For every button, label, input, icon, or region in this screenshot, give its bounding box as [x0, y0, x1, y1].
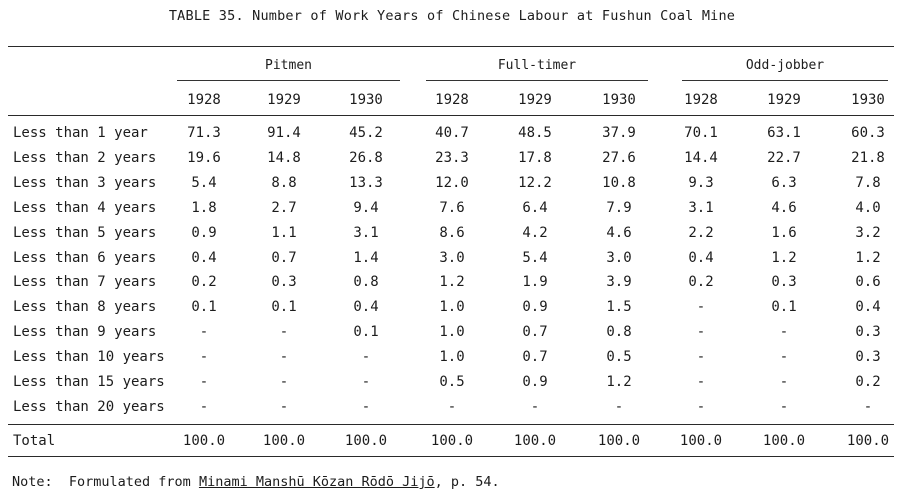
table-cell: - — [199, 374, 209, 390]
table-cell: 0.5 — [439, 374, 465, 390]
table-cell: 91.4 — [267, 125, 301, 141]
table-cell: 0.3 — [855, 349, 881, 365]
table-cell: - — [779, 349, 789, 365]
group-header: Odd-jobber — [745, 58, 825, 73]
table-cell: 13.3 — [349, 175, 383, 191]
table-cell: 1.0 — [439, 349, 465, 365]
table-cell: 60.3 — [851, 125, 885, 141]
table-cell: - — [696, 324, 706, 340]
table-cell: - — [779, 324, 789, 340]
table-cell: 70.1 — [684, 125, 718, 141]
note-source: Minami Manshū Kōzan Rōdō Jijō — [198, 474, 435, 490]
table-cell: 5.4 — [191, 175, 217, 191]
table-cell: - — [863, 399, 873, 415]
row-label: Less than 8 years — [13, 299, 157, 315]
bottom-rule — [8, 456, 894, 457]
table-cell: 6.3 — [771, 175, 797, 191]
total-label: Total — [13, 433, 56, 449]
total-cell: 100.0 — [679, 433, 723, 449]
table-cell: - — [279, 399, 289, 415]
year-header: 1929 — [518, 92, 552, 108]
row-label: Less than 1 year — [13, 125, 148, 141]
row-label: Less than 15 years — [13, 374, 165, 390]
table-cell: 27.6 — [602, 150, 636, 166]
table-cell: - — [279, 324, 289, 340]
table-cell: 22.7 — [767, 150, 801, 166]
year-header: 1929 — [267, 92, 301, 108]
group-header: Pitmen — [265, 58, 312, 73]
row-label: Less than 9 years — [13, 324, 157, 340]
table-cell: 0.1 — [271, 299, 297, 315]
table-cell: 0.2 — [855, 374, 881, 390]
table-cell: 1.2 — [439, 274, 465, 290]
year-header: 1928 — [187, 92, 221, 108]
table-cell: 0.4 — [191, 250, 217, 266]
table-cell: 5.4 — [522, 250, 548, 266]
table-cell: 21.8 — [851, 150, 885, 166]
table-cell: 0.7 — [522, 324, 548, 340]
row-label: Less than 3 years — [13, 175, 157, 191]
table-cell: 14.8 — [267, 150, 301, 166]
table-cell: 1.0 — [439, 324, 465, 340]
table-cell: 14.4 — [684, 150, 718, 166]
table-cell: 0.9 — [522, 299, 548, 315]
note-prefix: Note: Formulated from — [12, 474, 199, 490]
table-cell: 9.3 — [688, 175, 714, 191]
table-cell: 1.2 — [606, 374, 632, 390]
header-rule — [8, 115, 894, 116]
table-cell: 45.2 — [349, 125, 383, 141]
total-cell: 100.0 — [262, 433, 306, 449]
table-cell: 0.3 — [271, 274, 297, 290]
total-cell: 100.0 — [513, 433, 557, 449]
group-underline — [177, 80, 400, 81]
table-cell: 0.6 — [855, 274, 881, 290]
table-cell: - — [199, 349, 209, 365]
table-cell: 4.6 — [771, 200, 797, 216]
table-cell: 3.0 — [606, 250, 632, 266]
table-cell: 4.6 — [606, 225, 632, 241]
table-cell: - — [361, 374, 371, 390]
table-cell: - — [447, 399, 457, 415]
row-label: Less than 10 years — [13, 349, 165, 365]
row-label: Less than 5 years — [13, 225, 157, 241]
table-cell: 48.5 — [518, 125, 552, 141]
table-cell: 40.7 — [435, 125, 469, 141]
year-header: 1928 — [684, 92, 718, 108]
table-cell: 0.1 — [771, 299, 797, 315]
table-cell: 4.0 — [855, 200, 881, 216]
table-cell: 2.7 — [271, 200, 297, 216]
table-cell: 12.0 — [435, 175, 469, 191]
group-underline — [426, 80, 648, 81]
table-cell: 1.0 — [439, 299, 465, 315]
table-cell: 0.7 — [271, 250, 297, 266]
table-cell: 0.3 — [855, 324, 881, 340]
table-cell: 7.8 — [855, 175, 881, 191]
table-cell: 0.8 — [353, 274, 379, 290]
table-title: TABLE 35. Number of Work Years of Chinese Labour at Fushun Coal Mine — [168, 8, 736, 24]
table-cell: 4.2 — [522, 225, 548, 241]
table-cell: 12.2 — [518, 175, 552, 191]
note-suffix: , p. 54. — [434, 474, 500, 490]
table-cell: 3.1 — [688, 200, 714, 216]
table-cell: 1.9 — [522, 274, 548, 290]
table-cell: 1.1 — [271, 225, 297, 241]
table-cell: 0.9 — [522, 374, 548, 390]
total-cell: 100.0 — [762, 433, 806, 449]
table-cell: 6.4 — [522, 200, 548, 216]
group-header: Full-timer — [497, 58, 577, 73]
total-cell: 100.0 — [597, 433, 641, 449]
top-rule — [8, 46, 894, 47]
table-cell: 0.1 — [191, 299, 217, 315]
year-header: 1930 — [851, 92, 885, 108]
table-cell: 0.3 — [771, 274, 797, 290]
table-cell: - — [614, 399, 624, 415]
table-cell: 0.1 — [353, 324, 379, 340]
table-cell: 8.6 — [439, 225, 465, 241]
row-label: Less than 2 years — [13, 150, 157, 166]
table-cell: 1.5 — [606, 299, 632, 315]
total-cell: 100.0 — [182, 433, 226, 449]
table-cell: - — [199, 399, 209, 415]
table-cell: 1.8 — [191, 200, 217, 216]
year-header: 1928 — [435, 92, 469, 108]
table-cell: - — [696, 399, 706, 415]
total-cell: 100.0 — [344, 433, 388, 449]
table-cell: 0.4 — [353, 299, 379, 315]
table-cell: 23.3 — [435, 150, 469, 166]
table-cell: 0.4 — [688, 250, 714, 266]
table-cell: 7.9 — [606, 200, 632, 216]
row-label: Less than 4 years — [13, 200, 157, 216]
table-cell: 3.0 — [439, 250, 465, 266]
table-cell: 1.6 — [771, 225, 797, 241]
table-cell: 0.4 — [855, 299, 881, 315]
row-label: Less than 7 years — [13, 274, 157, 290]
table-cell: - — [361, 349, 371, 365]
table-note — [12, 474, 500, 490]
table-cell: 1.4 — [353, 250, 379, 266]
table-cell: 1.2 — [771, 250, 797, 266]
row-label: Less than 6 years — [13, 250, 157, 266]
table-cell: - — [779, 374, 789, 390]
table-cell: 3.1 — [353, 225, 379, 241]
table-cell: 10.8 — [602, 175, 636, 191]
table-cell: 3.2 — [855, 225, 881, 241]
table-cell: - — [361, 399, 371, 415]
table-cell: - — [199, 324, 209, 340]
table-cell: 71.3 — [187, 125, 221, 141]
total-cell: 100.0 — [846, 433, 890, 449]
table-cell: 17.8 — [518, 150, 552, 166]
table-cell: 0.2 — [688, 274, 714, 290]
year-header: 1929 — [767, 92, 801, 108]
table-cell: 2.2 — [688, 225, 714, 241]
year-header: 1930 — [602, 92, 636, 108]
table-cell: - — [696, 374, 706, 390]
table-cell: 1.2 — [855, 250, 881, 266]
table-cell: 0.7 — [522, 349, 548, 365]
table-cell: 7.6 — [439, 200, 465, 216]
year-header: 1930 — [349, 92, 383, 108]
table-cell: 19.6 — [187, 150, 221, 166]
table-cell: - — [279, 374, 289, 390]
table-cell: - — [279, 349, 289, 365]
table-cell: 9.4 — [353, 200, 379, 216]
table-cell: - — [530, 399, 540, 415]
table-cell: - — [696, 299, 706, 315]
pre-total-rule — [8, 424, 894, 425]
table-cell: 26.8 — [349, 150, 383, 166]
group-underline — [682, 80, 888, 81]
table-cell: 0.5 — [606, 349, 632, 365]
table-cell: 63.1 — [767, 125, 801, 141]
table-cell: 8.8 — [271, 175, 297, 191]
table-cell: 0.8 — [606, 324, 632, 340]
table-cell: 37.9 — [602, 125, 636, 141]
table-cell: 0.2 — [191, 274, 217, 290]
table-cell: - — [779, 399, 789, 415]
table-cell: - — [696, 349, 706, 365]
table-cell: 3.9 — [606, 274, 632, 290]
row-label: Less than 20 years — [13, 399, 165, 415]
total-cell: 100.0 — [430, 433, 474, 449]
table-cell: 0.9 — [191, 225, 217, 241]
